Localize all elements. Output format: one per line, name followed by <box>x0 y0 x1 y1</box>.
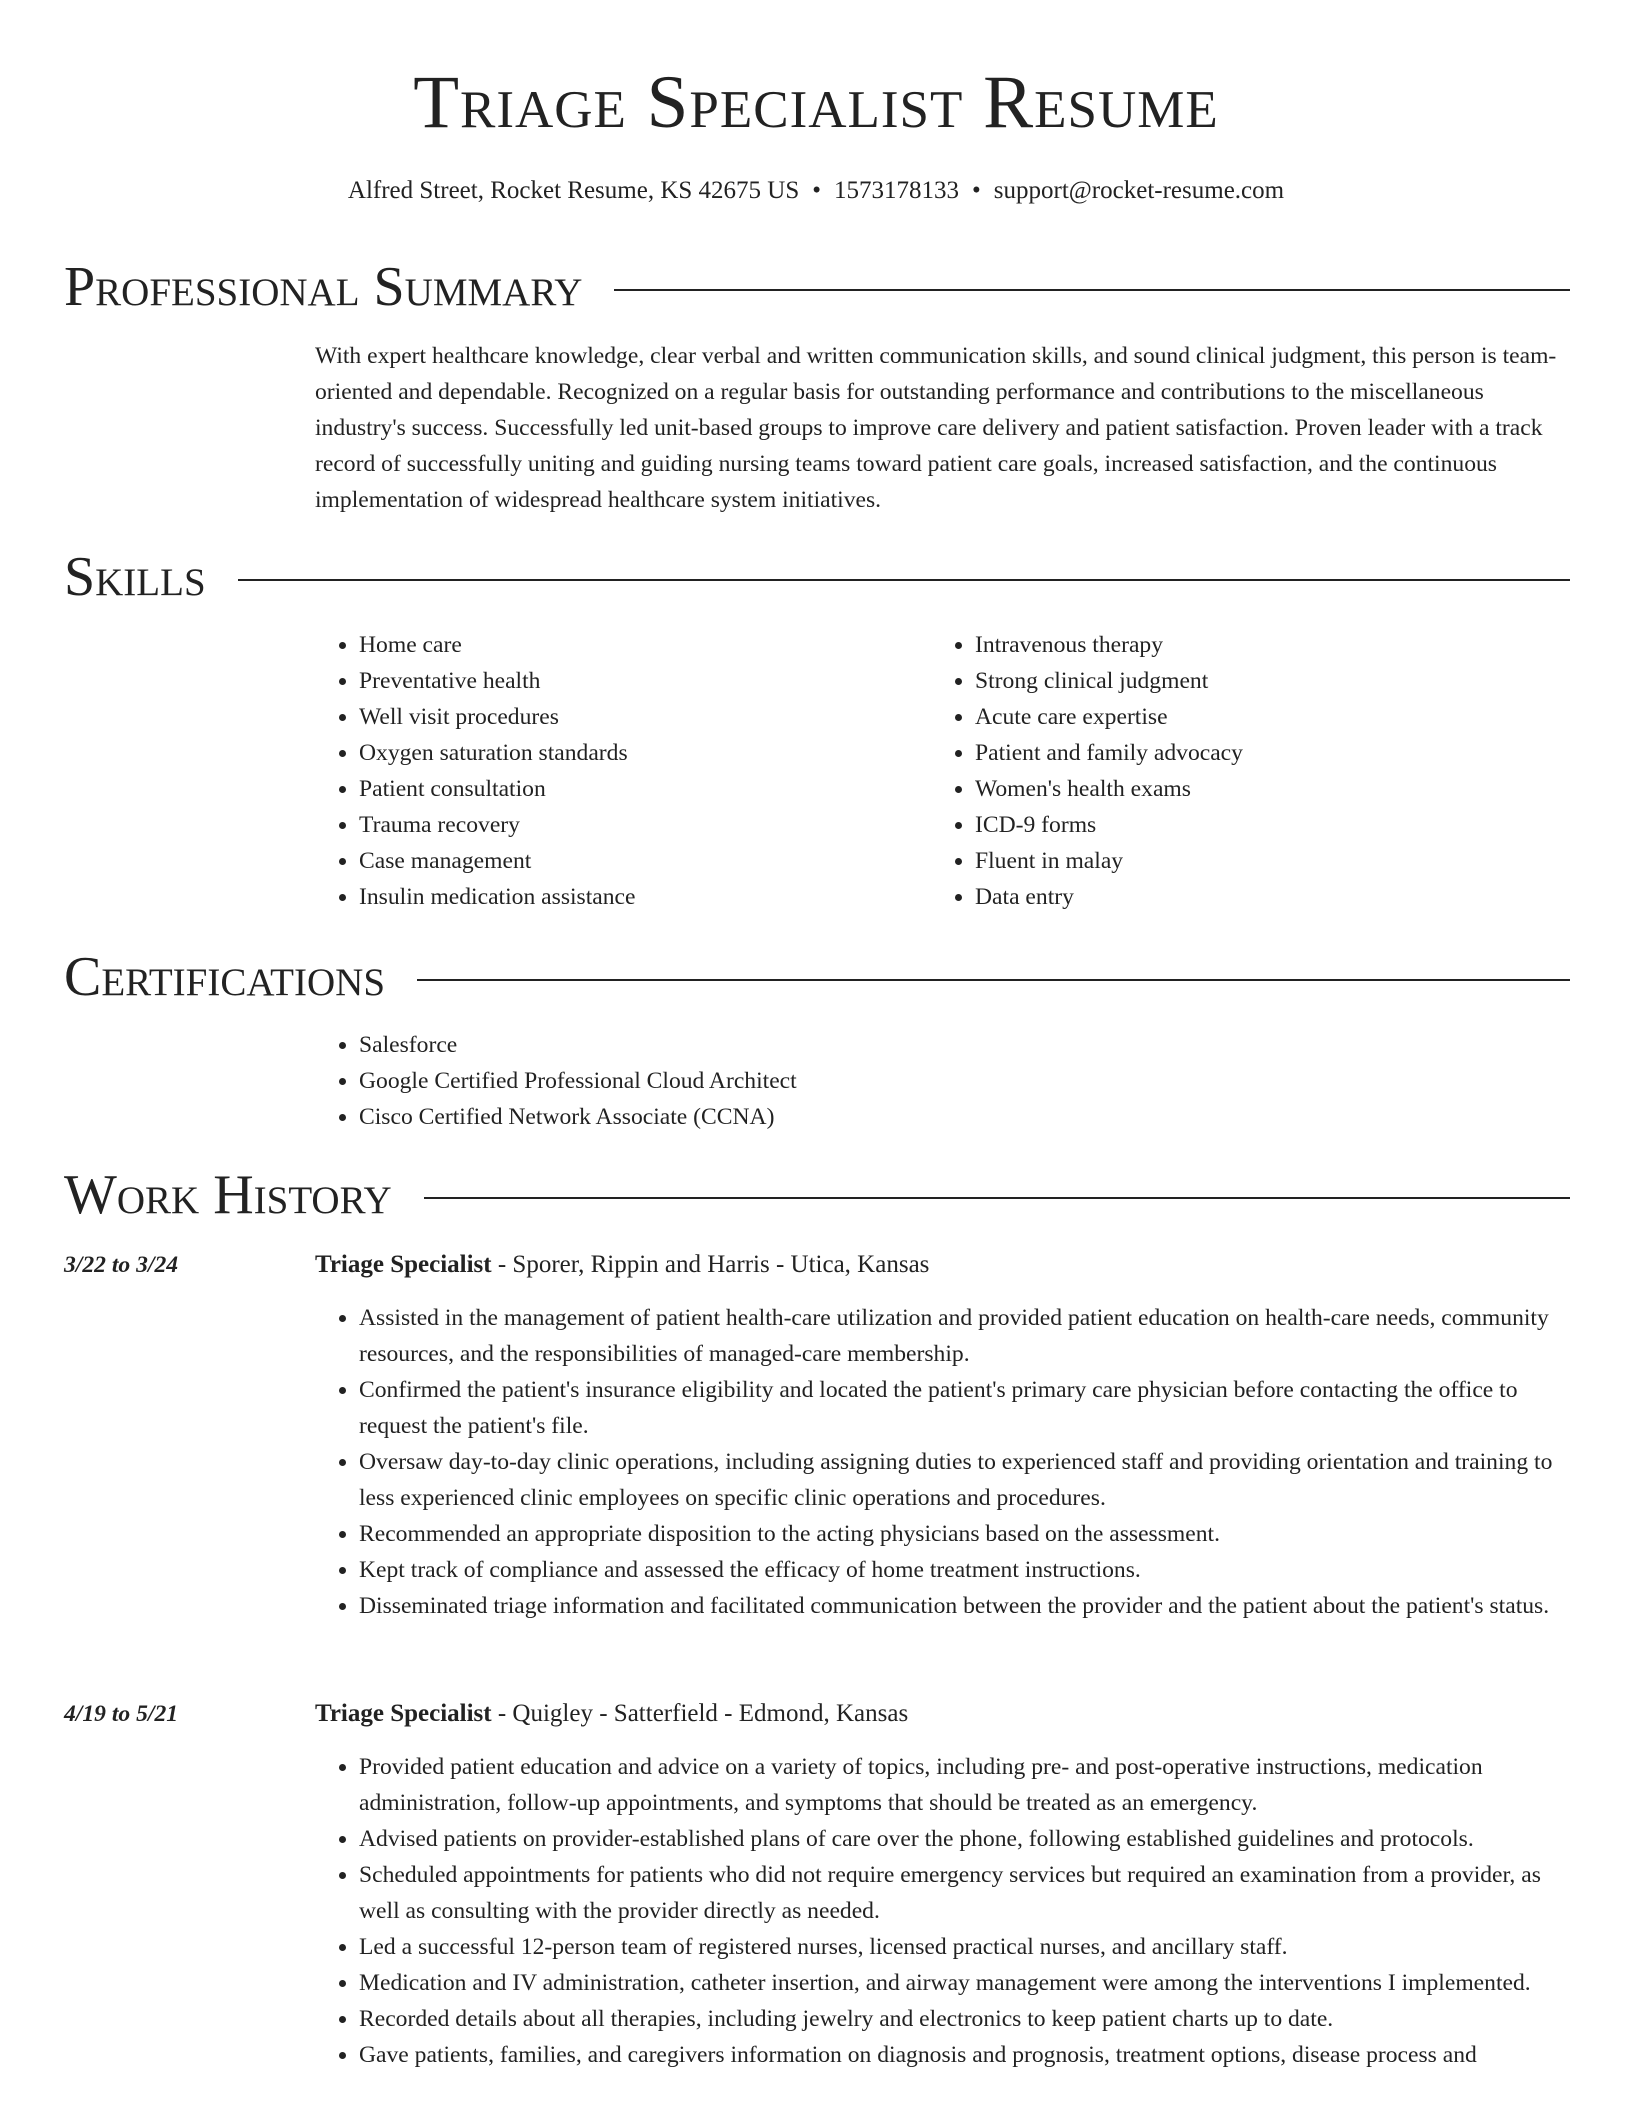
summary-text: With expert healthcare knowledge, clear verbal and written communication skills, and sound clinical judgment, this person is team-oriented and dependable. Recognized on a regular basis for outstanding performance and contributions to the miscellaneous industry's success. Successfully led unit-based groups to improve care delivery and patient satisfaction. Proven leader with a track record of successfully uniting and guiding nursing teams toward patient care goals, increased satisfaction, and the continuous implementation of widespread healthcare system initiatives. <box>315 343 1557 513</box>
certifications-list <box>315 1027 1315 1135</box>
skills-section-header <box>64 546 1570 608</box>
skill-item: • Trauma recovery <box>359 807 915 843</box>
section-divider <box>238 579 1570 581</box>
duty-item: • Led a successful 12-person team of registered nurses, licensed practical nurses, and ancillary staff. <box>359 1929 1577 1965</box>
skill-item: • Patient and family advocacy <box>975 735 1531 771</box>
work-section-header <box>64 1164 1570 1226</box>
job-duties-list <box>315 1749 1577 2073</box>
skill-item: • Data entry <box>975 879 1531 915</box>
duty-item: • Medication and IV administration, catheter insertion, and airway management were among the interventions I implemented. <box>359 1965 1577 2001</box>
duty-item: • Oversaw day-to-day clinic operations, including assigning duties to experienced staff and providing orientation and training to less experienced clinic employees on specific clinic operations and procedures. <box>359 1444 1577 1516</box>
section-divider <box>614 289 1570 291</box>
work-heading: Work History <box>64 1164 392 1226</box>
job-dates: 3/22 to 3/24 <box>64 1252 179 1278</box>
skill-item: • Patient consultation <box>359 771 915 807</box>
contact-address: Alfred Street, Rocket Resume, KS 42675 US <box>347 177 800 204</box>
job-title: Triage Specialist <box>315 1700 492 1727</box>
resume-title: Triage Specialist Resume <box>413 61 1219 144</box>
section-divider <box>424 1197 1570 1199</box>
job-duties <box>315 1300 1577 1624</box>
duty-item: • Provided patient education and advice on a variety of topics, including pre- and post-operative instructions, medication administration, follow-up appointments, and symptoms that should be treated as an emergency. <box>359 1749 1577 1821</box>
summary-heading: Professional Summary <box>64 256 583 318</box>
contact-separator: • <box>972 177 981 204</box>
duty-item: • Kept track of compliance and assessed the efficacy of home treatment instructions. <box>359 1552 1577 1588</box>
duty-item: • Assisted in the management of patient health-care utilization and provided patient education on health-care needs, community resources, and the responsibilities of managed-care membership. <box>359 1300 1577 1372</box>
job-heading <box>315 1247 1565 1283</box>
skill-item: • Intravenous therapy <box>975 627 1531 663</box>
duty-item: • Advised patients on provider-established plans of care over the phone, following established guidelines and protocols. <box>359 1821 1577 1857</box>
job-employer: - Quigley - Satterfield - Edmond, Kansas <box>491 1700 909 1727</box>
job-employer: - Sporer, Rippin and Harris - Utica, Kansas <box>491 1251 930 1278</box>
duty-item: • Scheduled appointments for patients who did not require emergency services but required an examination from a provider, as well as consulting with the provider directly as needed. <box>359 1857 1577 1929</box>
skill-item: • Well visit procedures <box>359 699 915 735</box>
skill-item: • Oxygen saturation standards <box>359 735 915 771</box>
duty-item: • Disseminated triage information and facilitated communication between the provider and the patient about the patient's status. <box>359 1588 1577 1624</box>
skill-item: • Insulin medication assistance <box>359 879 915 915</box>
job-duties <box>315 1749 1577 2073</box>
skills-heading: Skills <box>64 546 206 608</box>
skill-item: • Strong clinical judgment <box>975 663 1531 699</box>
contact-email: support@rocket-resume.com <box>993 177 1285 204</box>
skill-item: • Acute care expertise <box>975 699 1531 735</box>
job-heading <box>315 1696 1565 1732</box>
certifications-heading: Certifications <box>64 946 386 1008</box>
contact-separator: • <box>812 177 822 204</box>
certification-item: • Salesforce <box>359 1027 1315 1063</box>
skill-item: • ICD-9 forms <box>975 807 1531 843</box>
skill-item: • Preventative health <box>359 663 915 699</box>
duty-item: • Recorded details about all therapies, including jewelry and electronics to keep patient charts up to date. <box>359 2001 1577 2037</box>
skill-item: • Home care <box>359 627 915 663</box>
skills-list-left <box>315 627 915 915</box>
summary-section-header <box>64 256 1570 318</box>
job-dates: 4/19 to 5/21 <box>64 1701 179 1727</box>
duty-item: • Recommended an appropriate disposition to the acting physicians based on the assessment. <box>359 1516 1577 1552</box>
job-title: Triage Specialist <box>315 1251 492 1278</box>
certification-item: • Google Certified Professional Cloud Architect <box>359 1063 1315 1099</box>
skills-list-right <box>931 627 1531 915</box>
certifications-block <box>315 1027 1315 1135</box>
contact-phone: 1573178133 <box>834 177 960 204</box>
job-duties-list <box>315 1300 1577 1624</box>
certification-item: • Cisco Certified Network Associate (CCNA) <box>359 1099 1315 1135</box>
skill-item: • Case management <box>359 843 915 879</box>
contact-line <box>0 174 1632 208</box>
skill-item: • Fluent in malay <box>975 843 1531 879</box>
certifications-section-header <box>64 946 1570 1008</box>
section-divider <box>417 979 1570 981</box>
duty-item: • Confirmed the patient's insurance eligibility and located the patient's primary care physician before contacting the office to request the patient's file. <box>359 1372 1577 1444</box>
skill-item: • Women's health exams <box>975 771 1531 807</box>
skills-left-column <box>315 627 915 915</box>
duty-item: • Gave patients, families, and caregivers information on diagnosis and prognosis, treatment options, disease process and <box>359 2037 1577 2073</box>
skills-right-column <box>931 627 1531 915</box>
